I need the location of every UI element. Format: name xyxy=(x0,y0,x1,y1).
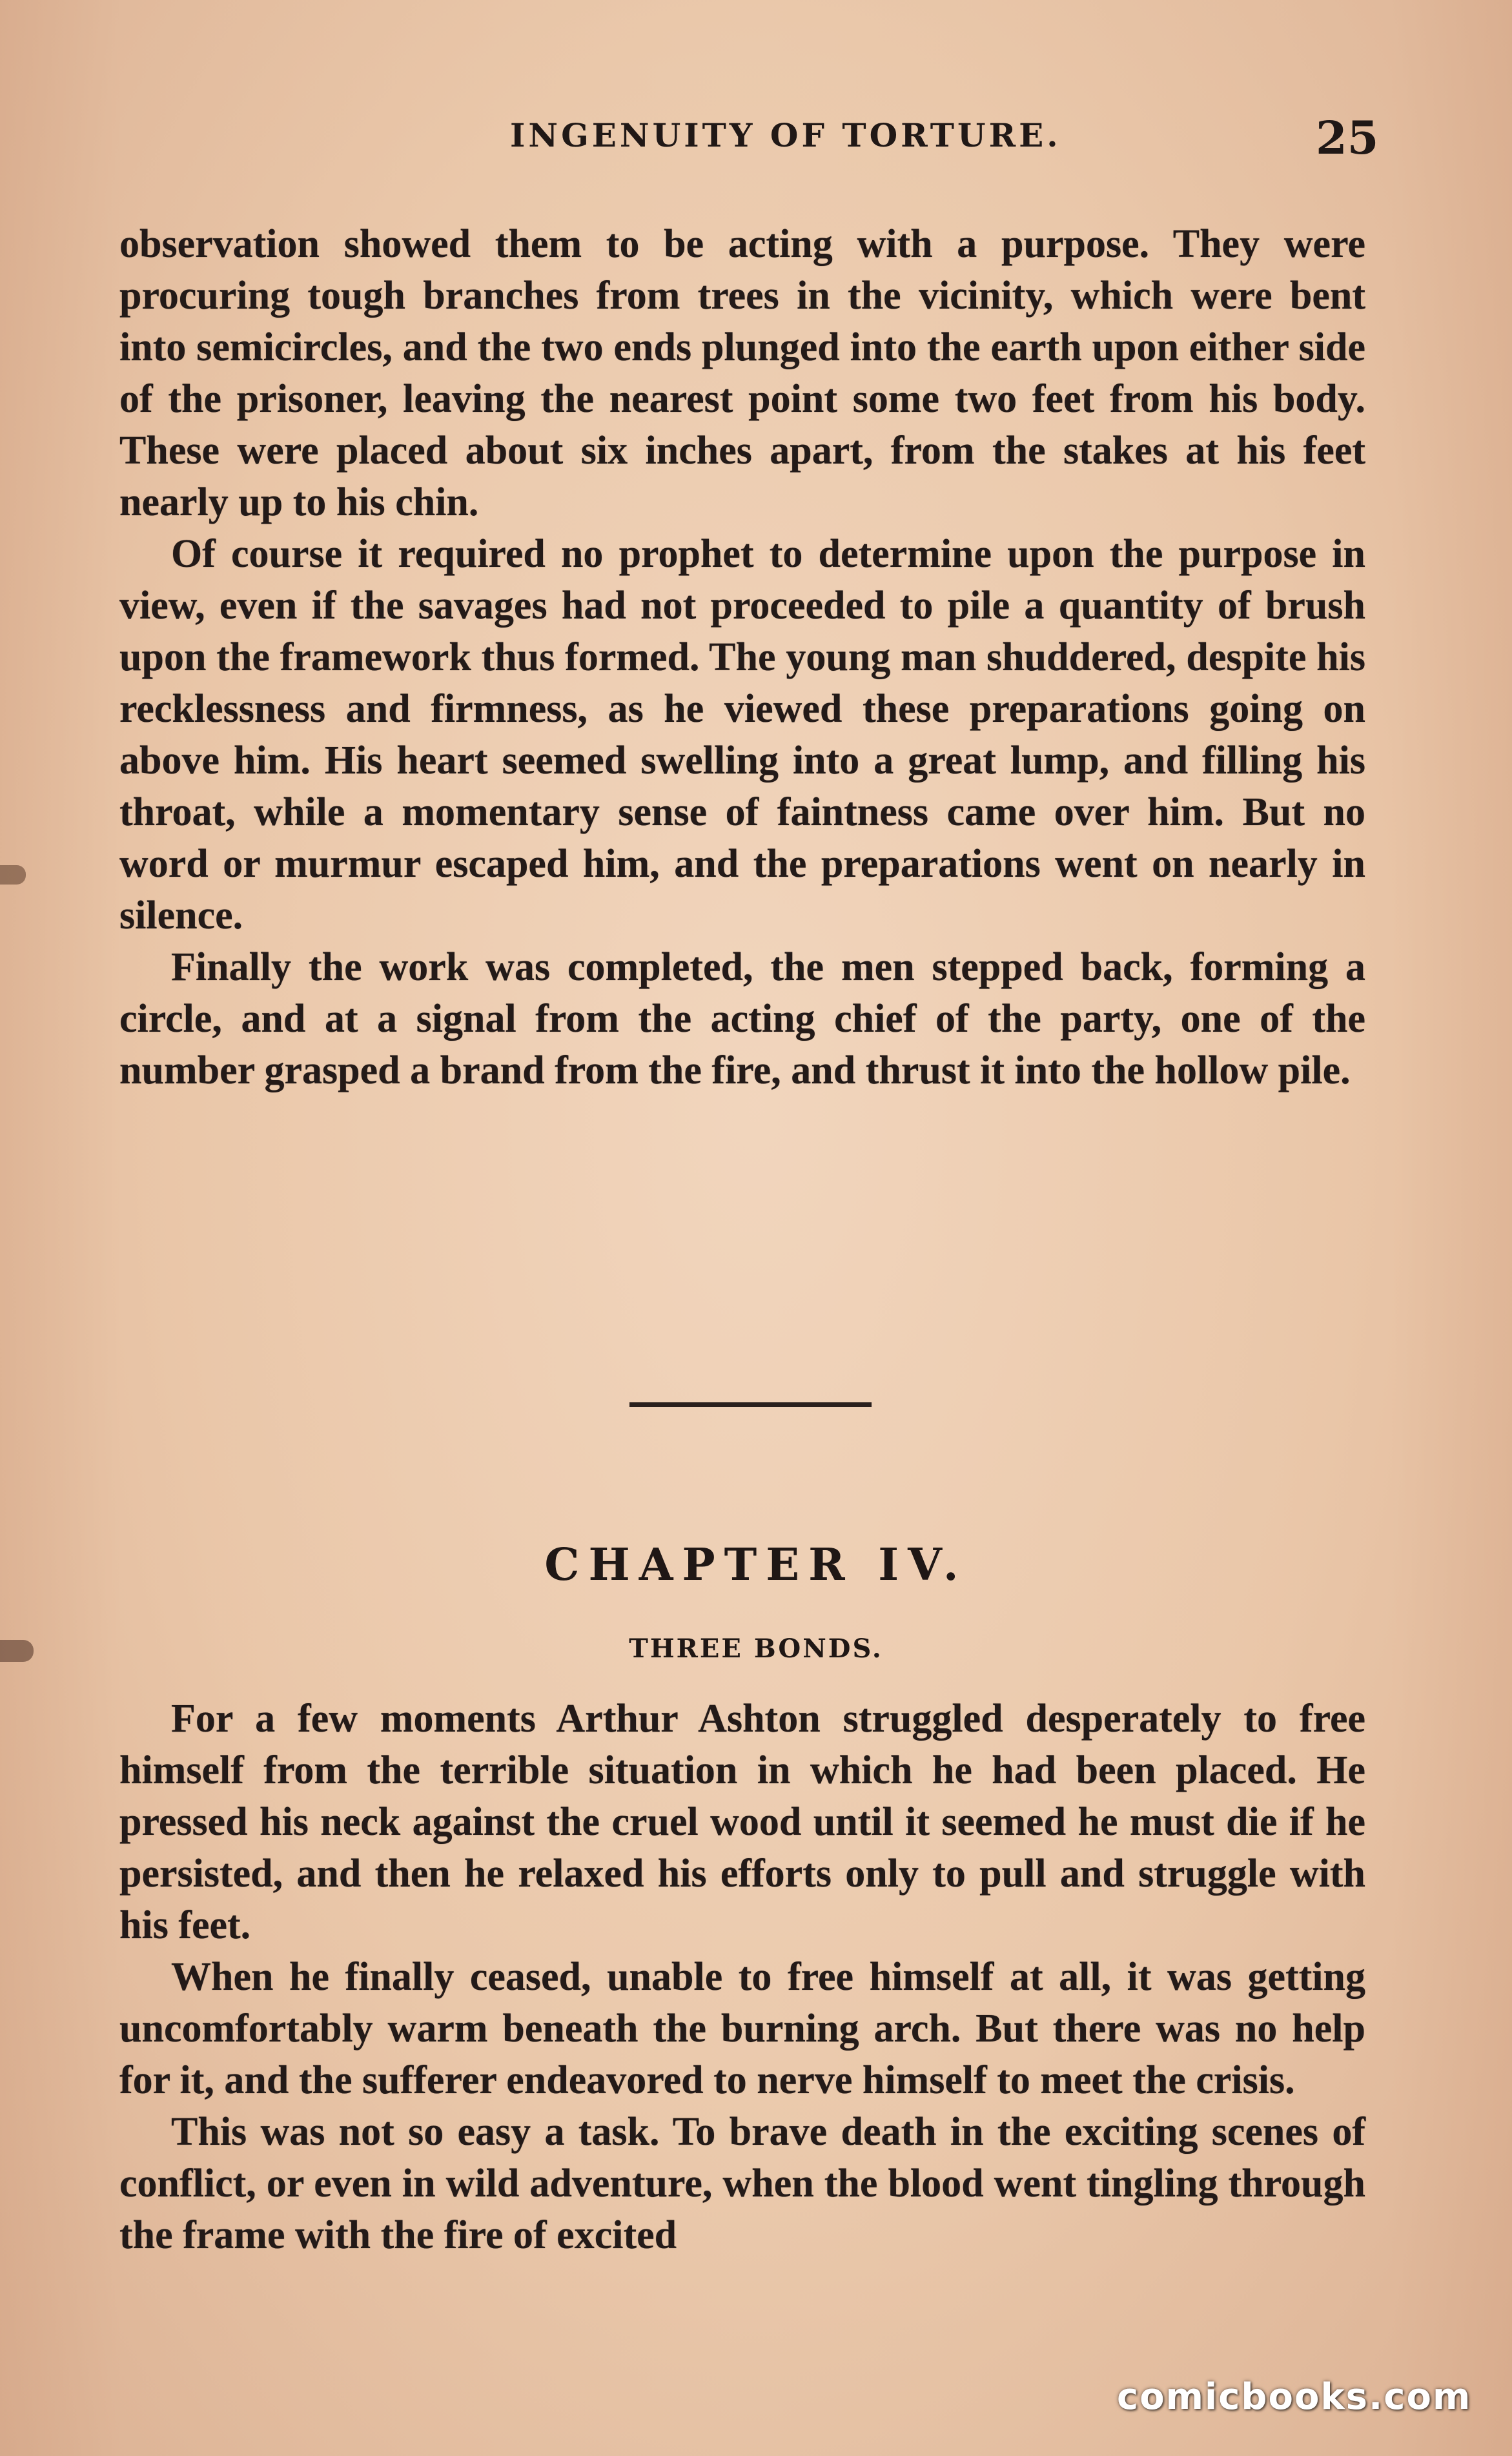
paragraph: Of course it required no prophet to determine upon the purpose in view, even if the savages had not proceeded to pile a quantity of brush upon the framework thus formed. The young man shuddered, despite his recklessness and firmness, as he viewed these preparations going on above him. His heart seemed swelling into a great lump, and filling his throat, while a momentary sense of faintness came over him. But no word or murmur escaped him, and the preparations went on nearly in silence. xyxy=(119,532,1365,937)
running-head: INGENUITY OF TORTURE. xyxy=(510,116,1061,154)
page-number: 25 xyxy=(1316,111,1379,165)
paragraph: For a few moments Arthur Ashton struggled desperately to free himself from the terrible situation in which he had been placed. He pressed his neck against the cruel wood until it seemed he must die if he persisted, and then he relaxed his efforts only to pull and struggle with his feet. xyxy=(119,1697,1365,1947)
watermark: comicbooks.com xyxy=(1117,2376,1472,2418)
page-damage-mark xyxy=(0,865,26,885)
chapter-title: CHAPTER IV. xyxy=(544,1539,968,1591)
paragraph: Finally the work was completed, the men stepped back, forming a circle, and at a signal from the acting chief of the party, one of the number grasped a brand from the fire, and thrust it into the hollow pile. xyxy=(119,945,1365,1092)
text-section-after-chapter xyxy=(119,1693,1365,2261)
section-divider xyxy=(629,1402,872,1407)
paragraph: observation showed them to be acting with a purpose. They were procuring tough branches from trees in the vicinity, which were bent into semicircles, and the two ends plunged into the earth upon either side of the prisoner, leaving the nearest point some two feet from his body. These were placed about six inches apart, from the stakes at his feet nearly up to his chin. xyxy=(119,222,1365,524)
text-section-before-chapter xyxy=(119,218,1365,1096)
chapter-subtitle: THREE BONDS. xyxy=(629,1633,883,1664)
paragraph: This was not so easy a task. To brave death in the exciting scenes of conflict, or even in wild adventure, when the blood went tingling through the frame with the fire of excited xyxy=(119,2110,1365,2257)
paragraph: When he finally ceased, unable to free himself at all, it was getting uncomfortably warm beneath the burning arch. But there was no help for it, and the sufferer endeavored to nerve himself to meet the crisis. xyxy=(119,1955,1365,2102)
